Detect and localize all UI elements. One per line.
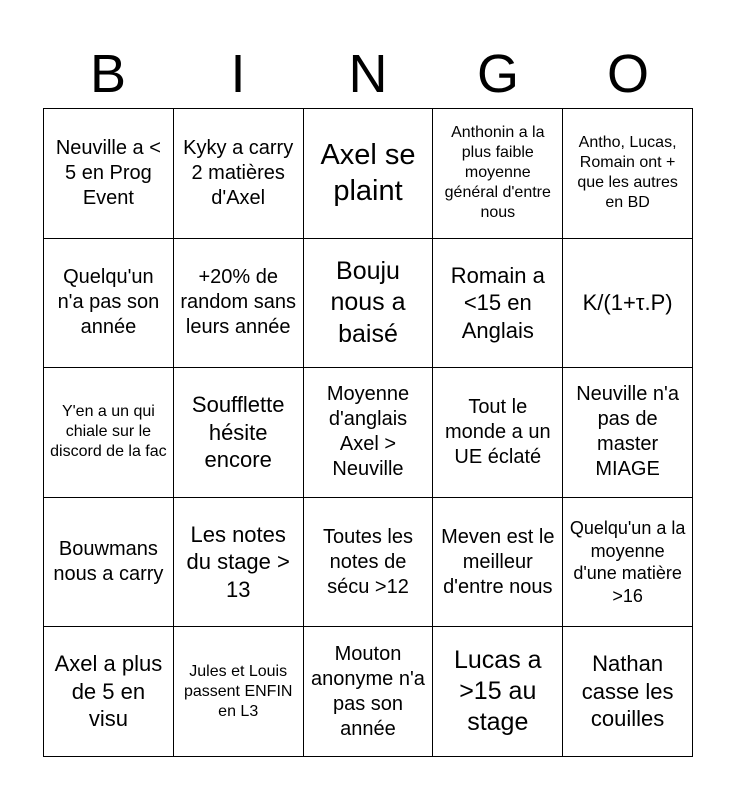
cell-text: Bouju nous a baisé <box>330 257 406 348</box>
header-letter-g: G <box>476 44 519 104</box>
cell-text: Tout le monde a un UE éclaté <box>444 395 551 468</box>
cell-text: Kyky a carry 2 matières d'Axel <box>183 136 294 209</box>
cell-text: Quelqu'un a la moyenne d'une matière >16 <box>569 518 686 606</box>
bingo-cell-r5c5[interactable] <box>563 627 693 757</box>
cell-text: Lucas a >15 au stage <box>454 645 542 737</box>
bingo-cell-r2c5[interactable] <box>563 239 693 369</box>
bingo-cell-r1c2[interactable] <box>174 109 304 239</box>
header-letter-i: I <box>230 44 246 104</box>
cell-text: +20% de random sans leurs année <box>180 266 296 339</box>
cell-text: Axel se plaint <box>320 139 416 208</box>
cell-text: Toutes les notes de sécu >12 <box>322 525 414 598</box>
bingo-cell-r4c4[interactable] <box>433 498 563 628</box>
bingo-cell-r3c2[interactable] <box>174 368 304 498</box>
bingo-grid <box>43 108 693 757</box>
bingo-cell-r1c1[interactable] <box>44 109 174 239</box>
header-letter-n: N <box>348 44 388 104</box>
bingo-cell-r3c5[interactable] <box>563 368 693 498</box>
cell-text: Soufflette hésite encore <box>191 392 285 473</box>
cell-text: Les notes du stage > 13 <box>186 521 290 602</box>
cell-text: Axel a plus de 5 en visu <box>54 651 163 732</box>
cell-text: Mouton anonyme n'a pas son année <box>311 642 425 740</box>
cell-text: Neuville a < 5 en Prog Event <box>55 136 161 209</box>
bingo-cell-r5c4[interactable] <box>433 627 563 757</box>
cell-text: Nathan casse les couilles <box>581 651 674 732</box>
cell-text: Bouwmans nous a carry <box>53 538 164 586</box>
bingo-cell-r1c5[interactable] <box>563 109 693 239</box>
bingo-cell-r2c2[interactable] <box>174 239 304 369</box>
cell-text: Neuville n'a pas de master MIAGE <box>576 383 679 481</box>
header-letter-o: O <box>606 44 649 104</box>
cell-text: Jules et Louis passent ENFIN en L3 <box>183 662 293 720</box>
bingo-cell-r3c1[interactable] <box>44 368 174 498</box>
bingo-header <box>43 40 693 108</box>
bingo-cell-r4c2[interactable] <box>174 498 304 628</box>
bingo-cell-r1c4[interactable] <box>433 109 563 239</box>
header-letter-b: B <box>89 44 127 104</box>
cell-text: Moyenne d'anglais Axel > Neuville <box>326 383 410 481</box>
bingo-cell-r5c1[interactable] <box>44 627 174 757</box>
cell-text: Romain a <15 en Anglais <box>450 262 545 343</box>
bingo-cell-r4c3[interactable] <box>304 498 434 628</box>
bingo-cell-r3c3[interactable] <box>304 368 434 498</box>
cell-text: K/(1+τ.P) <box>582 290 673 316</box>
bingo-cell-r4c1[interactable] <box>44 498 174 628</box>
bingo-cell-r5c3[interactable] <box>304 627 434 757</box>
bingo-cell-r5c2[interactable] <box>174 627 304 757</box>
bingo-cell-r2c4[interactable] <box>433 239 563 369</box>
bingo-cell-r2c3[interactable] <box>304 239 434 369</box>
bingo-cell-r2c1[interactable] <box>44 239 174 369</box>
cell-text: Meven est le meilleur d'entre nous <box>441 525 555 598</box>
bingo-cell-r1c3[interactable] <box>304 109 434 239</box>
cell-text: Antho, Lucas, Romain ont + que les autres en BD <box>577 134 678 212</box>
cell-text: Anthonin a la plus faible moyenne général d'entre nous <box>444 124 551 222</box>
cell-text: Y'en a un qui chiale sur le discord de la fac <box>50 403 167 461</box>
bingo-cell-r4c5[interactable] <box>563 498 693 628</box>
cell-text: Quelqu'un n'a pas son année <box>57 266 160 339</box>
bingo-cell-r3c4[interactable] <box>433 368 563 498</box>
